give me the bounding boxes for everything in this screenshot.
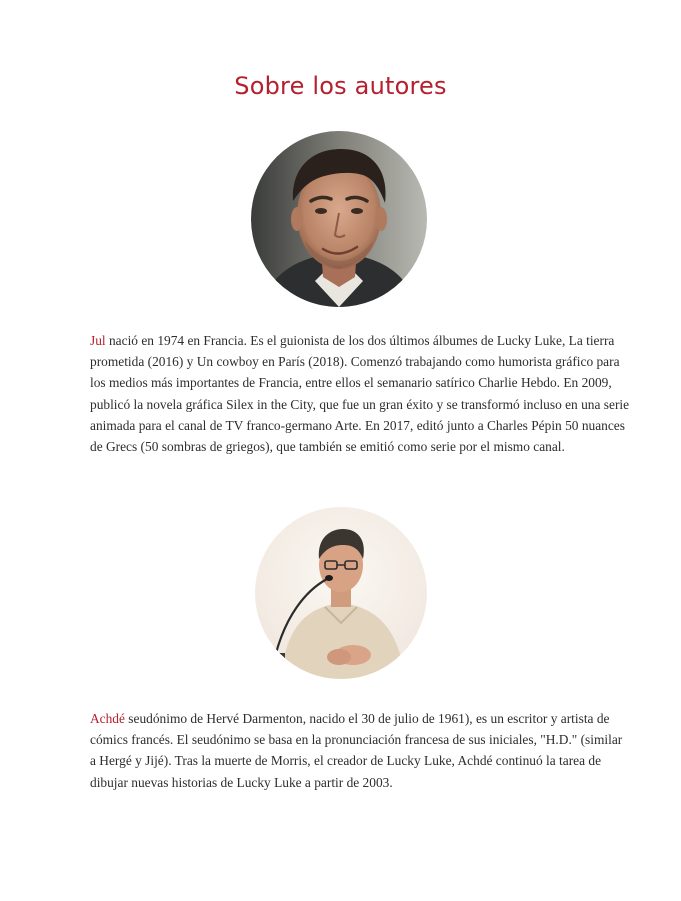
author-bio-text-jul: nació en 1974 en Francia. Es el guionista de los dos últimos álbumes de Lucky Luke, La tierra prometida (2016) y Un cowboy en París (2018). Comenzó trabajando como humorista gráfico para los medios más importantes de Francia, entre ellos el semanario satírico Charlie Hebdo. En 2009, publicó la novela gráfica Silex in the City, que fue un gran éxito y se transformó incluso en una serie animada para el canal de TV franco-germano Arte. En 2017, editó junto a Charles Pépin 50 nuances de Grecs (50 sombras de griegos), que también se emitió como serie por el mismo canal. bbox=[90, 333, 630, 455]
author-bio-text-achde: seudónimo de Hervé Darmenton, nacido el 30 de julio de 1961), es un escritor y artista de cómics francés. El seudónimo se basa en la pronunciación francesa de sus iniciales, "H.D." (similar a Hergé y Jijé). Tras la muerte de Morris, el creador de Lucky Luke, Achdé continuó la tarea de dibujar nuevas historias de Lucky Luke a partir de 2003. bbox=[90, 711, 623, 790]
author-photo-jul bbox=[251, 131, 427, 307]
author-name-achde: Achdé bbox=[90, 711, 125, 726]
author-bio-achde bbox=[90, 708, 630, 793]
author-bio-jul bbox=[90, 330, 630, 457]
page-title: Sobre los autores bbox=[234, 72, 447, 100]
author-name-jul: Jul bbox=[90, 333, 106, 348]
author-photo-achde bbox=[255, 507, 427, 679]
